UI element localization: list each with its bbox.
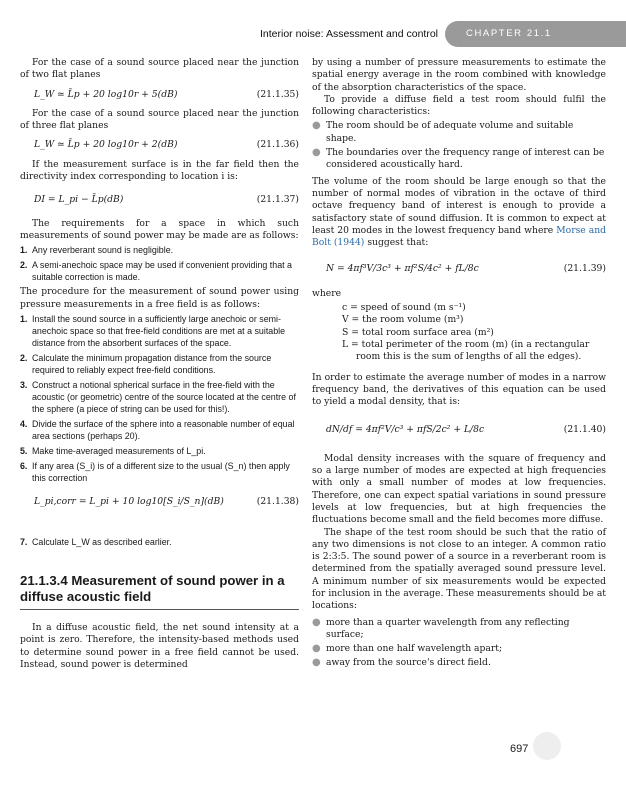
paragraph: To provide a diffuse field a test room should fulfil the following characteristics: bbox=[312, 93, 606, 118]
equation-21-1-38 bbox=[20, 496, 299, 508]
list-item: ● more than a quarter wavelength from any reflecting surface; bbox=[312, 616, 570, 640]
paragraph: For the case of a sound source placed near the junction of two flat planes bbox=[20, 57, 299, 81]
equation-number: (21.1.37) bbox=[256, 194, 299, 206]
paragraph: The requirements for a space in which such measurements of sound power may be made are as follows: bbox=[20, 217, 299, 241]
citation-link[interactable]: Morse and Bolt (1944) bbox=[312, 224, 607, 249]
list-item: 1. Install the sound source in a sufficiently large anechoic or semi-anechoic space so that free-field conditions are met at a suitable distance from the absorbent surfaces of the space. bbox=[20, 313, 286, 348]
list-item: 2. Calculate the minimum propagation distance from the source required to reliably expect free-field conditions. bbox=[20, 352, 272, 375]
right-column bbox=[312, 57, 606, 674]
equation-number: (21.1.38) bbox=[256, 495, 299, 507]
chapter-tab: CHAPTER 21.1 bbox=[445, 21, 626, 47]
equation-expression: dN/df = 4πf²V/c³ + πfS/2c² + L/8c bbox=[326, 424, 485, 436]
equation-expression: DI = L_pi − L̄p(dB) bbox=[34, 194, 124, 206]
paragraph: If the measurement surface is in the far field then the directivity index corresponding to location i is: bbox=[20, 158, 299, 183]
definition-item: V = the room volume (m³) bbox=[342, 314, 464, 326]
list-item: ● The boundaries over the frequency range of interest can be considered acoustically hard. bbox=[312, 147, 605, 171]
requirements-list bbox=[20, 244, 299, 283]
paragraph: by using a number of pressure measurements to estimate the spatial energy average in the room combined with knowledge of the absorption characteristics of the space. bbox=[312, 57, 606, 93]
equation-21-1-39 bbox=[312, 263, 606, 275]
equation-number: (21.1.40) bbox=[563, 424, 606, 436]
list-item: ● away from the source's direct field. bbox=[312, 657, 491, 669]
equation-21-1-36 bbox=[20, 139, 299, 151]
running-title: Interior noise: Assessment and control bbox=[259, 28, 438, 40]
equation-expression: L_pi,corr = L_pi + 10 log10[S_i/S_n](dB) bbox=[34, 495, 224, 507]
paragraph: For the case of a sound source placed near the junction of three flat planes bbox=[20, 107, 299, 132]
list-item: 7. Calculate L_W as described earlier. bbox=[20, 537, 172, 548]
list-item: 2. A semi-anechoic space may be used if convenient providing that a suitable correction is made. bbox=[20, 260, 292, 283]
equation-expression: N = 4πf³V/3c³ + πf²S/4c² + fL/8c bbox=[326, 263, 479, 275]
equation-number: (21.1.36) bbox=[256, 139, 299, 151]
list-item: 6. If any area (S_i) is of a different size to the usual (S_n) then apply this correction bbox=[20, 460, 290, 483]
paragraph: The procedure for the measurement of sound power using pressure measurements in a free field is as follows: bbox=[20, 286, 299, 310]
left-column bbox=[20, 57, 299, 671]
list-item: 1. Any reverberant sound is negligible. bbox=[20, 245, 174, 256]
equation-21-1-37 bbox=[20, 194, 299, 206]
definition-item: S = total room surface area (m²) bbox=[342, 326, 494, 338]
variable-definitions bbox=[342, 302, 606, 363]
equation-21-1-35 bbox=[20, 89, 299, 101]
paragraph: The shape of the test room should be such that the ratio of any two dimensions is not close to an integer. A common ratio is 2:3:5. The sound power of a source in a reverberant room is determined from the spatially averaged sound pressure level. A minimum number of six measurements would be expected for inclusion in the average. These measurements should be at locations: bbox=[312, 526, 606, 612]
measurement-locations-list bbox=[312, 617, 606, 670]
page-number: 697 bbox=[510, 743, 529, 755]
page-number-badge bbox=[533, 732, 561, 760]
list-item: 4. Divide the surface of the sphere into a reasonable number of equal area sections (perhaps 20). bbox=[20, 418, 295, 441]
paragraph: Modal density increases with the square of frequency and so a large number of modes are expected at high frequencies with only a small number of modes at low frequencies. Therefore, one can expect spatial variations in sound pressure levels at low frequencies, but at high frequencies the fluctuations become small and the field becomes more diffuse. bbox=[312, 452, 606, 526]
list-item: 3. Construct a notional spherical surface in the free-field with the acoustic (or geometric) centre of the source located at the centre of the sphere (a piece of string can be used for this!). bbox=[20, 379, 296, 414]
list-item: ● more than one half wavelength apart; bbox=[312, 643, 503, 655]
equation-number: (21.1.39) bbox=[563, 263, 606, 275]
definition-item: c = speed of sound (m s⁻¹) bbox=[342, 302, 466, 314]
equation-number: (21.1.35) bbox=[256, 88, 299, 100]
paragraph: In a diffuse acoustic field, the net sound intensity at a point is zero. Therefore, the intensity-based methods used to determine sound power in a free field cannot be used. Instead, sound power is determined bbox=[20, 622, 299, 671]
definition-item: L = total perimeter of the room (m) (in a rectangular room this is the sum of lengths of all the edges). bbox=[342, 338, 590, 363]
where-label: where bbox=[312, 287, 342, 299]
equation-expression: L_W ≃ L̄p + 20 log10r + 5(dB) bbox=[34, 88, 178, 100]
section-heading: 21.1.3.4 Measurement of sound power in a diffuse acoustic field bbox=[20, 573, 299, 610]
room-characteristics-list bbox=[312, 120, 606, 171]
equation-21-1-40 bbox=[312, 424, 606, 436]
paragraph: The volume of the room should be large enough so that the number of normal modes of vibration in the octave of third octave frequency band of interest is enough to provide a satisfactory state of sound diffusion. It is common to expect at least 20 modes in the lowest frequency band where Morse and Bolt (1944) suggest that: bbox=[312, 175, 607, 249]
list-item: ● The room should be of adequate volume and suitable shape. bbox=[312, 120, 574, 144]
equation-expression: L_W ≃ L̄p + 20 log10r + 2(dB) bbox=[34, 139, 178, 151]
list-item: 5. Make time-averaged measurements of L_pi. bbox=[20, 445, 206, 456]
paragraph: In order to estimate the average number of modes in a narrow frequency band, the derivatives of this equation can be used to yield a modal density, that is: bbox=[312, 371, 606, 408]
procedure-list-end bbox=[20, 536, 299, 548]
procedure-list bbox=[20, 313, 299, 484]
